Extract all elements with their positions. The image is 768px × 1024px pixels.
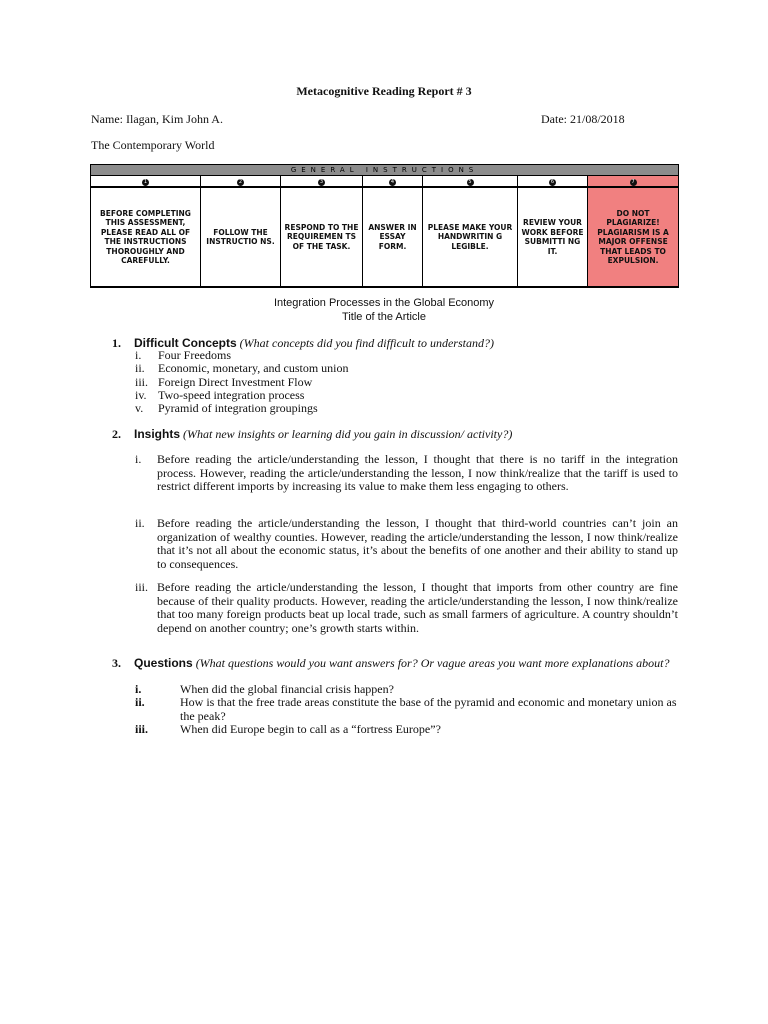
list-item: ii. How is that the free trade areas constitute the base of the pyramid and economic and monetary union as the peak? xyxy=(135,695,677,723)
report-date: Date: 21/08/2018 xyxy=(541,112,625,126)
article-caption: Title of the Article xyxy=(342,311,426,323)
list-item: ii. Economic, monetary, and custom union xyxy=(135,361,349,376)
section-prompt: (What new insights or learning did you gain in discussion/ activity?) xyxy=(183,427,513,441)
report-title: Metacognitive Reading Report # 3 xyxy=(296,84,472,98)
questions-list xyxy=(135,683,678,736)
list-item: v. Pyramid of integration groupings xyxy=(135,401,318,416)
instruction-number-3: 3 xyxy=(319,179,324,185)
student-name: Name: Ilagan, Kim John A. xyxy=(91,112,223,126)
section-number: 3. xyxy=(112,656,121,670)
article-block xyxy=(0,296,768,324)
instruction-number-6: 6 xyxy=(550,179,555,185)
instruction-number-1: 1 xyxy=(143,179,148,185)
instruction-number-2: 2 xyxy=(238,179,243,185)
insight-item: i. Before reading the article/understanding the lesson, I thought that there is no tariff in the integration process. However, reading the article/understanding the lesson, I now think/realize that the tariff is used to restrict different imports by increasing its value to make them less engaging to others. xyxy=(135,452,678,493)
instruction-cell: REVIEW YOUR WORK BEFORE SUBMITTI NG IT. xyxy=(518,187,588,287)
instruction-cell: PLEASE MAKE YOUR HANDWRITIN G LEGIBLE. xyxy=(423,187,518,287)
list-item: iii. When did Europe begin to call as a “fortress Europe”? xyxy=(135,721,441,736)
section-number: 2. xyxy=(112,427,121,441)
insight-item: ii. Before reading the article/understanding the lesson, I thought that third-world countries can’t join an organization of wealthy counties. However, reading the article/understanding the lesson, I now think/realize that it’s not all about the economic status, it’s about the benefits of one another and their ability to stand up to consequences. xyxy=(135,516,678,571)
section-title: Difficult Concepts xyxy=(134,336,237,350)
list-item: iii. Foreign Direct Investment Flow xyxy=(135,374,313,389)
instruction-number-7: 7 xyxy=(631,179,635,185)
instruction-cell: FOLLOW THE INSTRUCTIO NS. xyxy=(201,187,281,287)
general-instructions-table xyxy=(90,164,679,288)
section-prompt: (What questions would you want answers for? Or vague areas you want more explanations about? xyxy=(195,656,670,670)
section-number: 1. xyxy=(112,336,121,350)
plagiarism-warning-cell: DO NOT PLAGIARIZE! PLAGIARISM IS A MAJOR OFFENSE THAT LEADS TO EXPULSION. xyxy=(588,187,679,287)
instruction-number-row xyxy=(91,176,679,188)
instruction-text-row xyxy=(91,187,679,287)
section-prompt: (What concepts did you find difficult to understand?) xyxy=(239,336,494,350)
list-item: iv. Two-speed integration process xyxy=(135,387,305,402)
questions-heading xyxy=(112,657,678,670)
subject-name: The Contemporary World xyxy=(91,138,215,152)
section-title: Insights xyxy=(134,427,181,441)
list-item: i. When did the global financial crisis happen? xyxy=(135,682,394,696)
instruction-number-5: 5 xyxy=(468,179,472,185)
list-item: i. Four Freedoms xyxy=(135,348,231,362)
instructions-header-row xyxy=(91,165,679,176)
insight-item: iii. Before reading the article/understanding the lesson, I thought that imports from other country are fine because of their quality products. However, reading the article/understanding the lesson, I now think/realize that too many foreign products beat up local trade, such as small farmers of agriculture. A country shouldn’t depend on another country; one’s growth starts within. xyxy=(135,580,678,635)
instruction-number-4: 4 xyxy=(390,179,395,185)
section-title: Questions xyxy=(134,656,193,670)
difficult-concepts-list xyxy=(135,349,349,415)
article-title: Integration Processes in the Global Economy xyxy=(273,297,495,309)
instruction-cell: RESPOND TO THE REQUIREMEN TS OF THE TASK. xyxy=(281,187,363,287)
insights-heading xyxy=(112,427,512,442)
instructions-header: GENERAL INSTRUCTIONS xyxy=(91,165,679,176)
instruction-cell: ANSWER IN ESSAY FORM. xyxy=(363,187,423,287)
instruction-cell: BEFORE COMPLETING THIS ASSESSMENT, PLEASE READ ALL OF THE INSTRUCTIONS THOROUGHLY AND CAREFULLY. xyxy=(91,187,201,287)
